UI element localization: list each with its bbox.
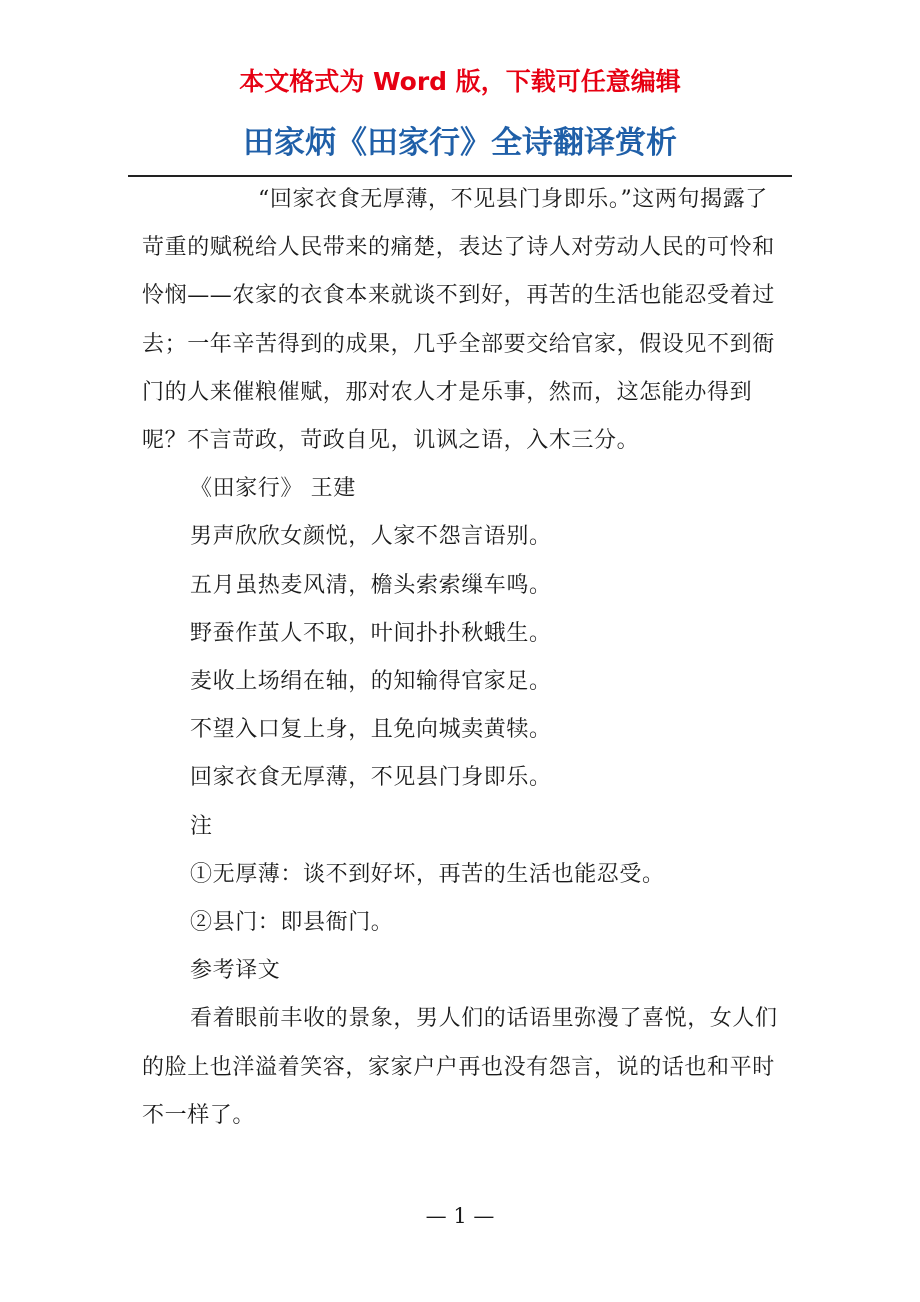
notes-heading: 注 (190, 813, 213, 839)
document-title: 田家炳《田家行》全诗翻译赏析 (243, 125, 677, 161)
translation-paragraph: 看着眼前丰收的景象，男人们的话语里弥漫了喜悦，女人们的脸上也洋溢着笑容，家家户户再也没有怨言，说的话也和平时不一样了。 (142, 1006, 778, 1128)
word-format-banner: 本文格式为 Word 版，下载可任意编辑 (239, 67, 681, 96)
poem-line: 回家衣食无厚薄，不见县门身即乐。 (190, 765, 552, 791)
poem-heading: 《田家行》 王建 (190, 476, 356, 502)
document-body (142, 176, 782, 1140)
poem-line: 野蚕作茧人不取，叶间扑扑秋蛾生。 (190, 620, 552, 646)
poem-line: 五月虽热麦风清，檐头索索缫车鸣。 (190, 572, 552, 598)
poem-line: 不望入口复上身，且免向城卖黄犊。 (190, 717, 552, 743)
note-item: ①无厚薄：谈不到好坏，再苦的生活也能忍受。 (190, 861, 665, 887)
page-number: — 1 — (425, 1204, 495, 1228)
translation-heading: 参考译文 (190, 958, 281, 984)
note-item: ②县门：即县衙门。 (190, 910, 394, 936)
poem-line: 麦收上场绢在轴，的知输得官家足。 (190, 669, 552, 695)
analysis-paragraph: “回家衣食无厚薄，不见县门身即乐。”这两句揭露了苛重的赋税给人民带来的痛楚，表达了诗人对劳动人民的可怜和怜悯——农家的衣食本来就谈不到好，再苦的生活也能忍受着过去；一年辛苦得到的成果，几乎全部要交给官家，假设见不到衙门的人来催粮催赋，那对农人才是乐事，然而，这怎能办得到呢？不言苛政，苛政自见，讥讽之语，入木三分。 (142, 187, 775, 454)
poem-line: 男声欣欣女颜悦，人家不怨言语别。 (190, 524, 552, 550)
